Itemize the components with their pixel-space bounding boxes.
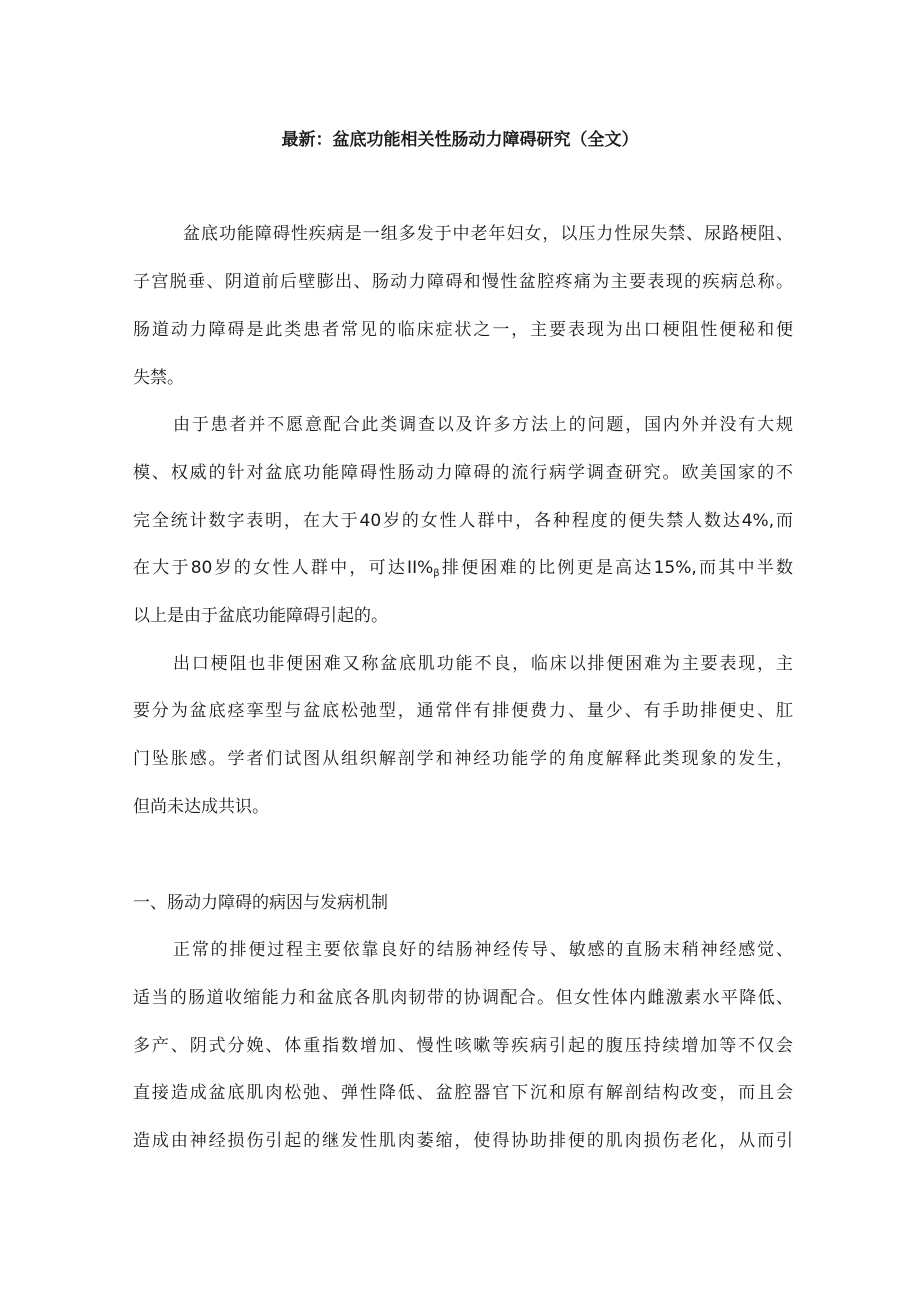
paragraph-line: 完全统计数字表明，在大于40岁的女性人群中，各种程度的便失禁人数达4%,而 [133,511,793,531]
paragraph-line: 盆底功能障碍性疾病是一组多发于中老年妇女，以压力性尿失禁、尿路梗阻、 [183,224,793,244]
paragraph-line: 造成由神经损伤引起的继发性肌肉萎缩，使得协助排便的肌肉损伤老化，从而引 [133,1131,793,1151]
paragraph-line: 要分为盆底痉挛型与盆底松弛型，通常伴有排便费力、量少、有手助排便史、肛 [133,701,793,721]
paragraph-line: 适当的肠道收缩能力和盆底各肌肉韧带的协调配合。但女性体内雌激素水平降低、 [133,988,793,1008]
document-title: 最新：盆底功能相关性肠动力障碍研究（全文） [281,130,639,150]
paragraph-line: 由于患者并不愿意配合此类调查以及许多方法上的问题，国内外并没有大规 [173,415,793,435]
paragraph-line: 但尚未达成共识。 [133,797,269,817]
paragraph-line: 直接造成盆底肌肉松弛、弹性降低、盆腔器官下沉和原有解剖结构改变，而且会 [133,1083,793,1103]
paragraph-line: 肠道动力障碍是此类患者常见的临床症状之一，主要表现为出口梗阻性便秘和便 [133,320,793,340]
section-heading: 一、肠动力障碍的病因与发病机制 [133,893,388,913]
subscript-mark: β [433,568,440,579]
paragraph-line: 门坠胀感。学者们试图从组织解剖学和神经功能学的角度解释此类现象的发生， [133,749,793,769]
paragraph-line: 子宫脱垂、阴道前后壁膨出、肠动力障碍和慢性盆腔疼痛为主要表现的疾病总称。 [133,272,793,292]
paragraph-line: 多产、阴式分娩、体重指数增加、慢性咳嗽等疾病引起的腹压持续增加等不仅会 [133,1036,793,1056]
paragraph-line: 模、权威的针对盆底功能障碍性肠动力障碍的流行病学调查研究。欧美国家的不 [133,463,793,483]
paragraph-line: 出口梗阻也非便困难又称盆底肌功能不良，临床以排便困难为主要表现，主 [173,654,793,674]
paragraph-line [133,554,793,588]
line-segment: 在大于80岁的女性人群中，可达II% [133,558,434,578]
line-segment: 排便困难的比例更是高达15%,而其中半数 [439,558,793,578]
paragraph-line: 以上是由于盆底功能障碍引起的。 [133,606,388,626]
paragraph-line: 正常的排便过程主要依靠良好的结肠神经传导、敏感的直肠末稍神经感觉、 [173,940,793,960]
paragraph-line: 失禁。 [133,368,184,388]
